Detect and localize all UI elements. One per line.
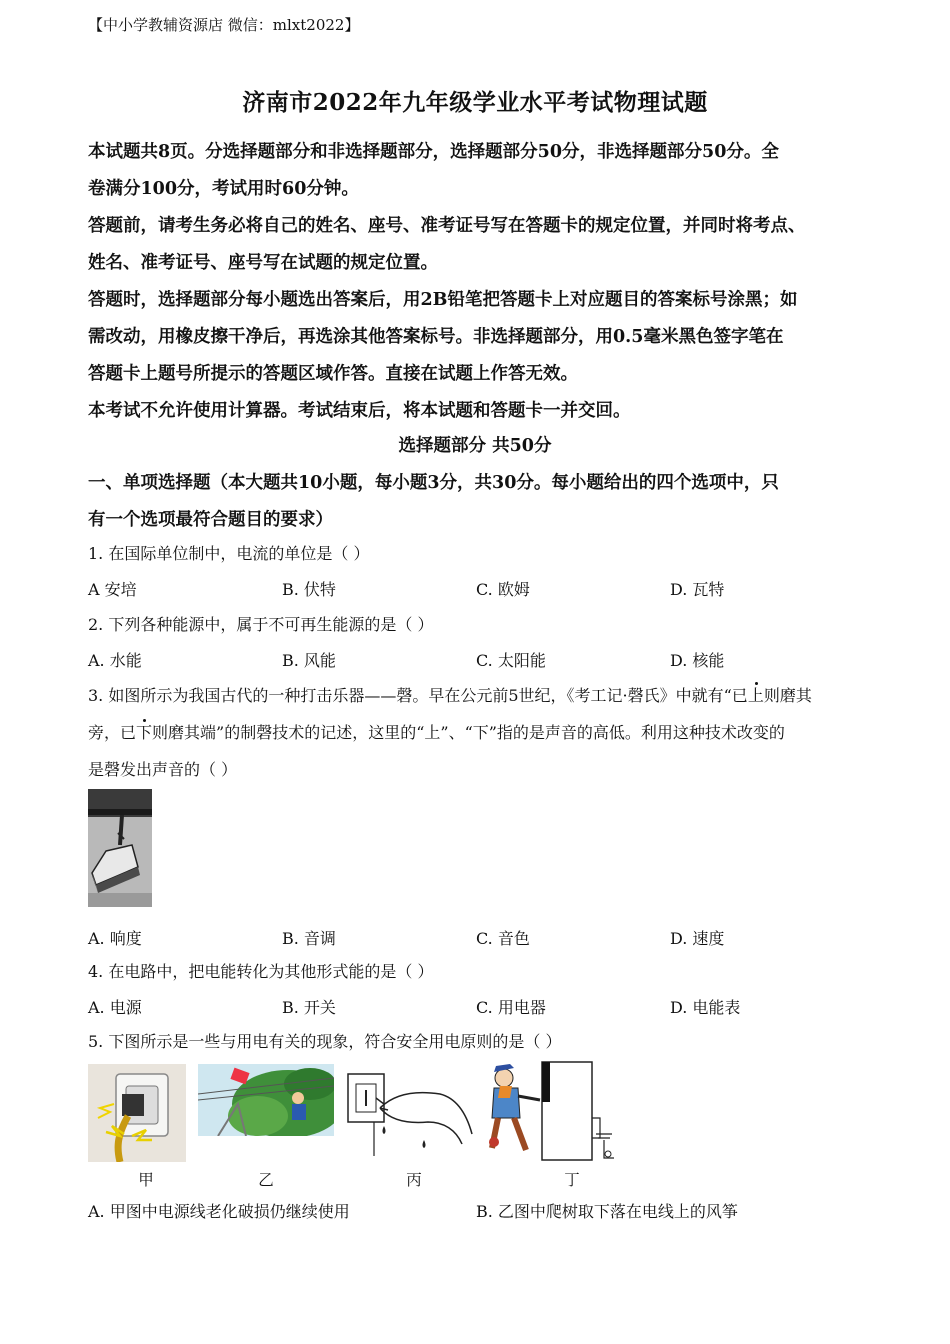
q1-option-c: C. 欧姆	[476, 580, 530, 599]
question-1-stem: 1. 在国际单位制中，电流的单位是（ ）	[88, 544, 370, 563]
tree-climbing-illustration	[198, 1064, 334, 1136]
q5-option-b: B. 乙图中爬树取下落在电线上的风筝	[476, 1202, 738, 1221]
emphasis-dot-char: 上	[747, 686, 764, 705]
question-5-stem: 5. 下图所示是一些与用电有关的现象，符合安全用电原则的是（ ）	[88, 1032, 562, 1051]
intro-line: 答题前，请考生务必将自己的姓名、座号、准考证号写在答题卡的规定位置，并同时将考点、	[88, 216, 806, 236]
q4-option-b: B. 开关	[282, 998, 336, 1017]
intro-line: 姓名、准考证号、座号写在试题的规定位置。	[88, 253, 438, 273]
frayed-cord-illustration	[88, 1064, 186, 1162]
part1-heading: 有一个选项最符合题目的要求）	[88, 510, 333, 530]
question-4-stem: 4. 在电路中，把电能转化为其他形式能的是（ ）	[88, 962, 434, 981]
intro-line: 答题时，选择题部分每小题选出答案后，用2B铅笔把答题卡上对应题目的答案标号涂黑；如	[88, 290, 798, 310]
question-3-line: 是磬发出声音的（ ）	[88, 760, 238, 779]
chime-stone-photo	[88, 789, 152, 907]
q4-option-d: D. 电能表	[670, 998, 741, 1017]
intro-line: 本试题共8页。分选择题部分和非选择题部分，选择题部分50分，非选择题部分50分。全	[88, 142, 779, 162]
q5-option-a: A. 甲图中电源线老化破损仍继续使用	[88, 1202, 350, 1221]
page-title: 济南市2022年九年级学业水平考试物理试题	[242, 89, 708, 116]
q4-option-a: A. 电源	[88, 998, 142, 1017]
q4-option-c: C. 用电器	[476, 998, 546, 1017]
fridge-grounding-illustration	[486, 1058, 618, 1166]
figure-caption: 丁	[564, 1171, 580, 1189]
figure-caption: 乙	[258, 1171, 274, 1189]
wet-hand-switch-illustration	[344, 1064, 474, 1158]
section-title: 选择题部分 共50分	[398, 436, 552, 456]
intro-line: 需改动，用橡皮擦干净后，再选涂其他答案标号。非选择题部分，用0.5毫米黑色签字笔在	[88, 327, 784, 347]
q1-option-d: D. 瓦特	[670, 580, 725, 599]
part1-heading: 一、单项选择题（本大题共10小题，每小题3分，共30分。每小题给出的四个选项中，只	[88, 473, 779, 493]
q2-option-d: D. 核能	[670, 651, 725, 670]
q3-option-c: C. 音色	[476, 929, 530, 948]
question-2-stem: 2. 下列各种能源中，属于不可再生能源的是（ ）	[88, 615, 434, 634]
q1-option-a: A 安培	[88, 580, 137, 599]
q2-option-a: A. 水能	[88, 651, 142, 670]
q3-option-d: D. 速度	[670, 929, 725, 948]
q3-option-a: A. 响度	[88, 929, 142, 948]
q1-option-b: B. 伏特	[282, 580, 336, 599]
intro-line: 答题卡上题号所提示的答题区域作答。直接在试题上作答无效。	[88, 364, 578, 384]
q2-option-b: B. 风能	[282, 651, 336, 670]
question-3-line: 3. 如图所示为我国古代的一种打击乐器——磬。早在公元前5世纪，《考工记·磬氏》中就有“已上则磨其	[88, 686, 812, 705]
figure-caption: 甲	[138, 1171, 154, 1189]
q3-option-b: B. 音调	[282, 929, 336, 948]
figure-caption: 丙	[406, 1171, 422, 1189]
intro-line: 本考试不允许使用计算器。考试结束后，将本试题和答题卡一并交回。	[88, 401, 631, 421]
intro-line: 卷满分100分，考试用时60分钟。	[88, 179, 359, 199]
q2-option-c: C. 太阳能	[476, 651, 546, 670]
question-3-line: 旁，已下则磨其端”的制磬技术的记述，这里的“上”、“下”指的是声音的高低。利用这种技术改变的	[88, 723, 785, 742]
header-tag: 【中小学教辅资源店 微信：mlxt2022】	[88, 16, 360, 34]
emphasis-dot-char: 下	[136, 723, 153, 742]
